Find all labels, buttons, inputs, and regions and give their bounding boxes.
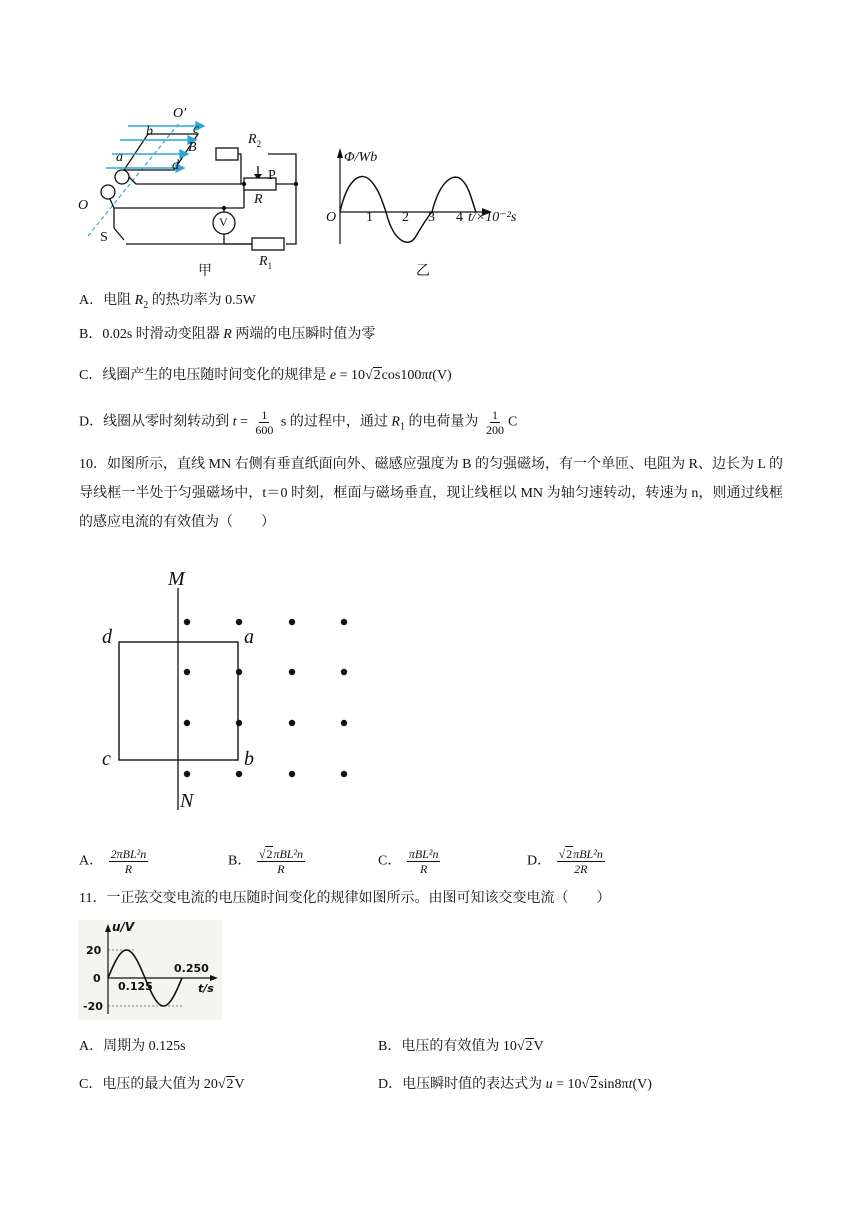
q10-option-d: D． $\frac{\text{√2πBL²n}}{2R}$ [527,847,603,876]
label-o: O [78,198,89,213]
flux-tick-1: 1 [366,210,373,225]
label-s: S [100,230,108,245]
q11-ytick-20: 20 [86,944,102,957]
label-d: d [172,158,179,173]
q9-option-d: D．线圈从零时刻转动到 t = $\frac{1}{600}$ s 的过程中，通过 $R_1$ 的电荷量为 $\frac{1}{200}$ C [79,408,518,437]
q11-origin: 0 [93,972,101,985]
label-o-prime: O′ [173,106,187,121]
q9-option-c: C．线圈产生的电压随时间变化的规律是 e = 10√2cos100πt(V) [79,368,452,383]
flux-tick-4: 4 [456,210,463,225]
q11-ytick-neg20: -20 [83,1000,103,1013]
q10-label-m: M [168,568,185,590]
q10-label-b: b [244,748,254,770]
q10-stem: 10．如图所示，直线 MN 右侧有垂直纸面向外、磁感应强度为 B 的匀强磁场，有一个单匝、电阻为 R、边长为 L 的导线框一半处于匀强磁场中，t＝0 时刻，框面与磁场垂直，现让线框以 MN 为轴匀速转动，转速为 n，则通过线框的感应电流的有效值为（ ） [79,457,783,530]
flux-tick-3: 3 [428,210,435,225]
label-r2: $R_2$ [248,132,262,149]
q9-option-b: B．0.02s 时滑动变阻器 R 两端的电压瞬时值为零 [79,327,376,342]
label-c: c [193,122,200,137]
q10-label-d: d [102,626,112,648]
q10-option-c: C． $\frac{\text{πBL²n}}{R}$ [378,847,439,876]
label-p: P [268,168,276,183]
label-a: a [116,150,123,165]
flux-xlabel: t/×10⁻²s [468,210,517,225]
label-v: V [219,215,228,229]
q11-option-d: D．电压瞬时值的表达式为 u = 10√2sin8πt(V) [378,1077,652,1092]
flux-origin: O [326,210,337,225]
q11-option-b: B．电压的有效值为 10√2V [378,1039,544,1054]
caption-jia: 甲 [198,264,212,279]
q11-option-c: C．电压的最大值为 20√2V [79,1077,245,1092]
label-b: b [146,124,153,139]
q10-option-b: B． $\frac{\text{√2πBL²n}}{R}$ [228,847,304,876]
label-r: R [254,192,263,207]
label-r1: $R_1$ [259,254,273,271]
flux-tick-2: 2 [402,210,409,225]
flux-ylabel: Φ/Wb [344,150,378,165]
q11-stem: 11．一正弦交变电流的电压随时间变化的规律如图所示。由图可知该交变电流（ ） [79,891,611,906]
q11-xtick-0250: 0.250 [174,962,209,975]
q10-label-a: a [244,626,254,648]
q9-option-a: A．电阻 $R_2$ 的热功率为 0.5W [79,293,256,311]
q10-label-n: N [180,790,194,812]
q11-xtick-0125: 0.125 [118,980,153,993]
q11-option-a: A．周期为 0.125s [79,1039,186,1054]
caption-yi: 乙 [416,264,430,279]
q11-xlabel: t/s [198,982,214,995]
q10-label-c: c [102,748,111,770]
q11-ylabel: u/V [112,920,135,934]
label-B: B [188,140,197,155]
q10-option-a: A． $\frac{\text{2πBL²n}}{R}$ [79,847,147,876]
q10-figure-frame-field [96,566,366,816]
